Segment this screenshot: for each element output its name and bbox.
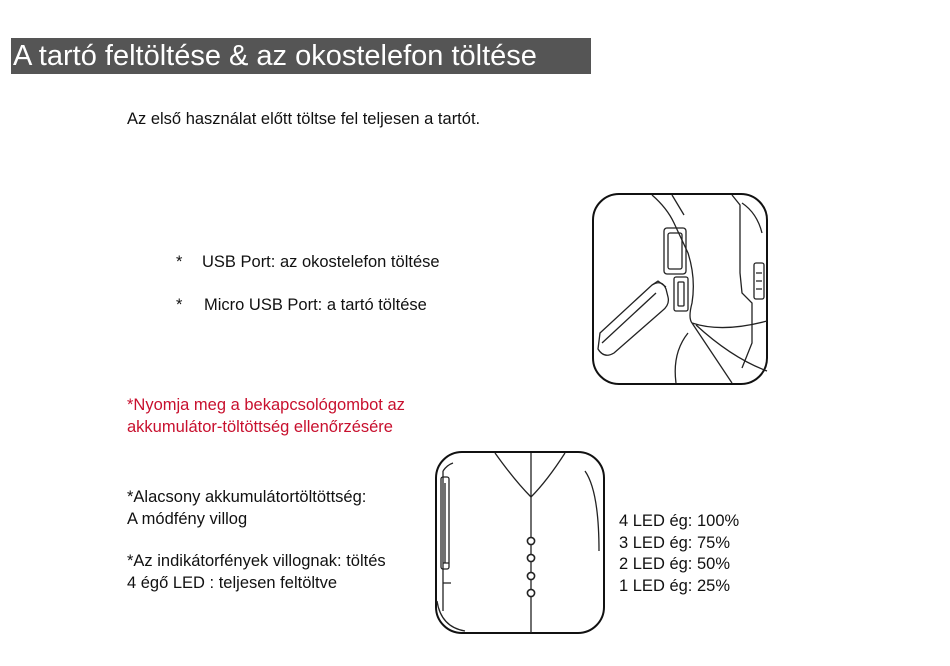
ports-illustration	[592, 193, 768, 385]
led-indicator	[527, 572, 534, 579]
press-note-line1: *Nyomja meg a bekapcsológombot az	[127, 396, 405, 414]
led-panel-illustration	[435, 451, 605, 634]
port-item-usb	[176, 251, 440, 273]
page-title: A tartó feltöltése & az okostelefon töltése	[11, 38, 591, 74]
press-note-line2: akkumulátor-töltöttség ellenőrzésére	[127, 418, 393, 436]
low-battery-line1: *Alacsony akkumulátortöltöttség:	[127, 488, 367, 506]
intro-text: Az első használat előtt töltse fel teljesen a tartót.	[127, 110, 481, 128]
led-level-2: 2 LED ég: 50%	[619, 555, 730, 573]
low-battery-line2: A módfény villog	[127, 510, 248, 528]
charging-line1: *Az indikátorfények villognak: töltés	[127, 552, 386, 570]
led-indicator	[527, 537, 534, 544]
bullet-marker: *	[176, 253, 183, 271]
port-item-label: Micro USB Port: a tartó töltése	[204, 296, 427, 314]
charging-line2: 4 égő LED : teljesen feltöltve	[127, 574, 338, 592]
led-indicator	[527, 589, 534, 596]
port-item-micro-usb	[176, 294, 427, 316]
led-level-1: 1 LED ég: 25%	[619, 577, 730, 595]
led-level-4: 4 LED ég: 100%	[619, 512, 740, 530]
bullet-marker: *	[176, 296, 183, 314]
port-item-label: USB Port: az okostelefon töltése	[202, 253, 440, 271]
led-level-3: 3 LED ég: 75%	[619, 534, 730, 552]
led-indicator	[527, 554, 534, 561]
